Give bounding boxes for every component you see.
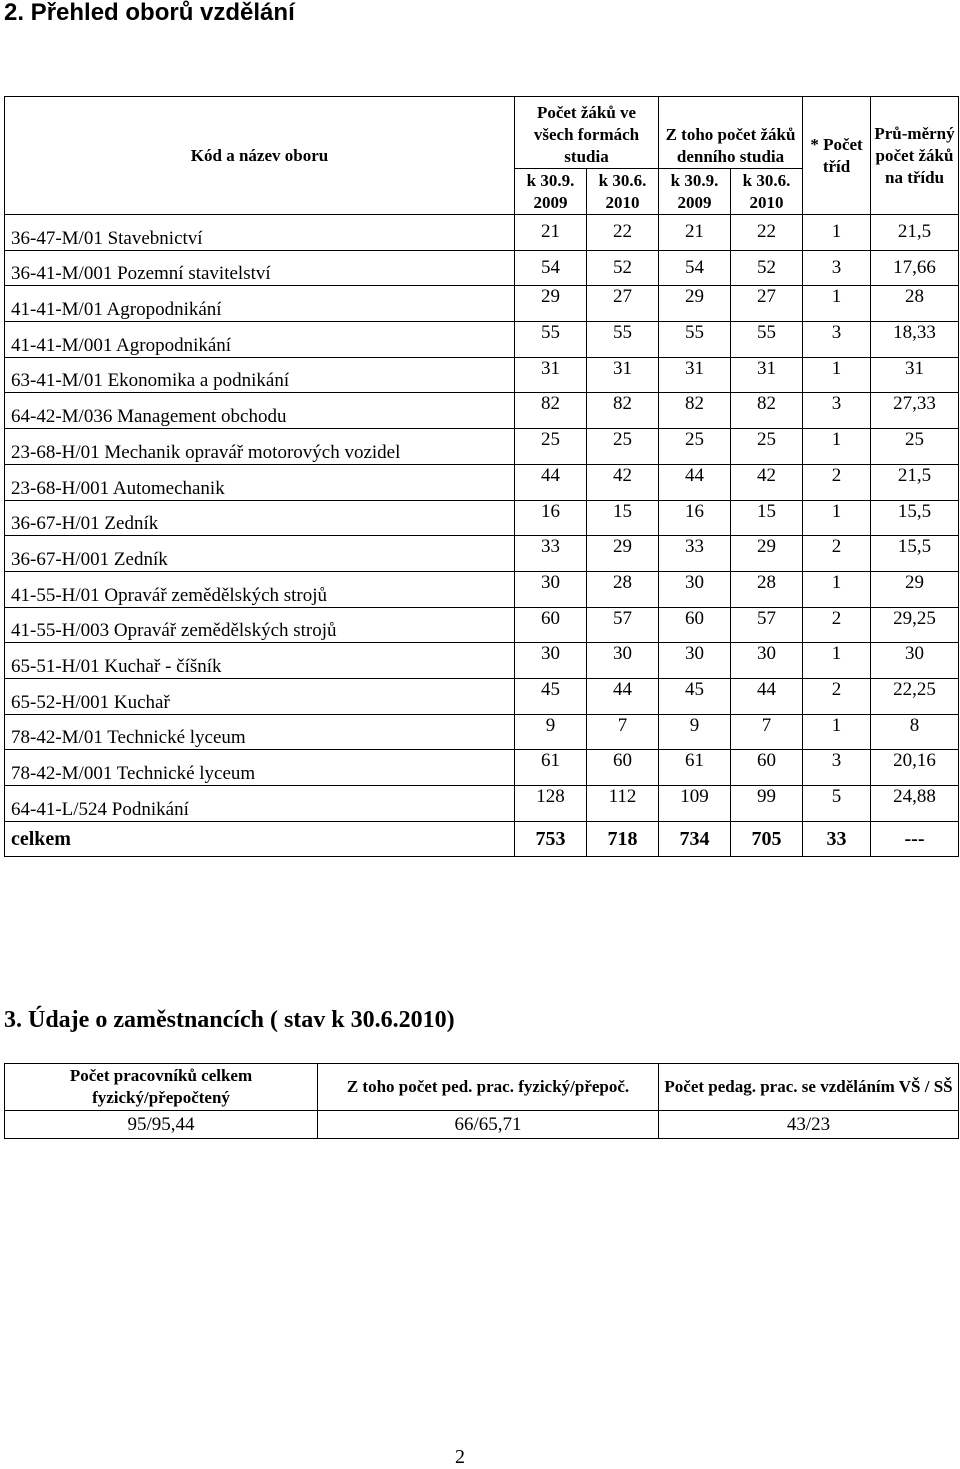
table-row: [5, 536, 959, 572]
table-row: [5, 250, 959, 286]
table-cell: 33: [659, 536, 731, 572]
obor-name: 23-68-H/001 Automechanik: [5, 464, 515, 500]
header-pocet-pracovniku: Počet pracovníků celkem fyzický/přepočtený: [5, 1064, 318, 1111]
table-row: [5, 500, 959, 536]
table-cell: 22: [731, 215, 803, 251]
obor-name: 36-47-M/01 Stavebnictví: [5, 215, 515, 251]
table-cell: 27: [731, 286, 803, 322]
table-cell: 61: [515, 750, 587, 786]
table-cell: 44: [659, 464, 731, 500]
table-cell: 9: [659, 714, 731, 750]
table-cell: 21: [515, 215, 587, 251]
table-cell: 22,25: [871, 678, 959, 714]
table-row: [5, 678, 959, 714]
table-cell: 1: [803, 643, 871, 679]
table-cell: 112: [587, 786, 659, 822]
table-cell: 1: [803, 215, 871, 251]
table-cell: 82: [515, 393, 587, 429]
table-cell: 8: [871, 714, 959, 750]
table-cell: 45: [659, 678, 731, 714]
table-cell: 25: [515, 429, 587, 465]
total-cell: 718: [587, 821, 659, 857]
section-3-title: 3. Údaje o zaměstnancích ( stav k 30.6.2010): [4, 1007, 455, 1033]
table-cell: 5: [803, 786, 871, 822]
table-cell: 21,5: [871, 215, 959, 251]
header-denniho-studia: Z toho počet žáků denního studia: [659, 97, 803, 169]
header-vzdelani: Počet pedag. prac. se vzděláním VŠ / SŠ: [659, 1064, 959, 1111]
table-cell: 22: [587, 215, 659, 251]
table-cell: 128: [515, 786, 587, 822]
obor-name: 41-55-H/003 Opravář zemědělských strojů: [5, 607, 515, 643]
table-cell: 31: [659, 357, 731, 393]
table-cell: 29: [871, 571, 959, 607]
obor-name: 36-67-H/01 Zedník: [5, 500, 515, 536]
obor-name: 41-41-M/001 Agropodnikání: [5, 322, 515, 358]
table-cell: 20,16: [871, 750, 959, 786]
total-cell: ---: [871, 821, 959, 857]
header-prumerny-pocet: Prů-měrný počet žáků na třídu: [871, 97, 959, 215]
table-cell: 60: [515, 607, 587, 643]
table-cell: 55: [731, 322, 803, 358]
obor-name: 36-41-M/001 Pozemní stavitelství: [5, 250, 515, 286]
table-cell: 31: [731, 357, 803, 393]
zamestnanci-table: [4, 1063, 959, 1139]
header-sub-k30-6-2010: k 30.6. 2010: [587, 169, 659, 215]
table-row: [5, 714, 959, 750]
obor-name: 64-42-M/036 Management obchodu: [5, 393, 515, 429]
header-ped-prac: Z toho počet ped. prac. fyzický/přepoč.: [318, 1064, 659, 1111]
table-cell: 28: [587, 571, 659, 607]
table-cell: 3: [803, 250, 871, 286]
table-cell: 82: [731, 393, 803, 429]
table-cell: 25: [587, 429, 659, 465]
header-kod-nazev: Kód a název oboru: [5, 97, 515, 215]
table-cell: 29: [659, 286, 731, 322]
table-cell: 27,33: [871, 393, 959, 429]
table-row: [5, 643, 959, 679]
value-pocet-pracovniku: 95/95,44: [5, 1111, 318, 1139]
table-cell: 42: [587, 464, 659, 500]
table-cell: 2: [803, 678, 871, 714]
table-cell: 1: [803, 429, 871, 465]
table-cell: 27: [587, 286, 659, 322]
header-sub-k30-6-2010-denni: k 30.6. 2010: [731, 169, 803, 215]
table-cell: 3: [803, 393, 871, 429]
table-cell: 3: [803, 750, 871, 786]
table-cell: 25: [731, 429, 803, 465]
obor-name: 65-51-H/01 Kuchař - číšník: [5, 643, 515, 679]
table-cell: 3: [803, 322, 871, 358]
table-cell: 25: [659, 429, 731, 465]
table-row: [5, 571, 959, 607]
table-cell: 1: [803, 500, 871, 536]
table-cell: 28: [871, 286, 959, 322]
total-cell: 734: [659, 821, 731, 857]
table-cell: 44: [731, 678, 803, 714]
table-cell: 21,5: [871, 464, 959, 500]
table-cell: 82: [659, 393, 731, 429]
value-ped-prac: 66/65,71: [318, 1111, 659, 1139]
table-cell: 16: [659, 500, 731, 536]
table-row: [5, 464, 959, 500]
table-cell: 17,66: [871, 250, 959, 286]
table-cell: 28: [731, 571, 803, 607]
table-cell: 18,33: [871, 322, 959, 358]
table-cell: 7: [731, 714, 803, 750]
table-cell: 60: [731, 750, 803, 786]
table-cell: 2: [803, 536, 871, 572]
table-cell: 29: [587, 536, 659, 572]
table-cell: 30: [871, 643, 959, 679]
table-cell: 57: [731, 607, 803, 643]
table-cell: 30: [659, 643, 731, 679]
table-row: [5, 215, 959, 251]
table-cell: 31: [587, 357, 659, 393]
total-row: [5, 821, 959, 857]
table-cell: 30: [659, 571, 731, 607]
table-cell: 99: [731, 786, 803, 822]
total-label: celkem: [5, 821, 515, 857]
table-cell: 30: [587, 643, 659, 679]
table-row: [5, 429, 959, 465]
table-row: [5, 750, 959, 786]
table-cell: 42: [731, 464, 803, 500]
table-cell: 9: [515, 714, 587, 750]
header-vsech-formach: Počet žáků ve všech formách studia: [515, 97, 659, 169]
table-cell: 2: [803, 464, 871, 500]
obor-name: 63-41-M/01 Ekonomika a podnikání: [5, 357, 515, 393]
section-2-title: 2. Přehled oborů vzdělání: [4, 0, 295, 26]
table-cell: 45: [515, 678, 587, 714]
table-cell: 29: [731, 536, 803, 572]
table-cell: 57: [587, 607, 659, 643]
table-cell: 61: [659, 750, 731, 786]
table-cell: 60: [587, 750, 659, 786]
table-cell: 44: [515, 464, 587, 500]
table-row: [5, 393, 959, 429]
table-cell: 30: [515, 643, 587, 679]
table-cell: 109: [659, 786, 731, 822]
table-cell: 15: [587, 500, 659, 536]
total-cell: 753: [515, 821, 587, 857]
table-cell: 55: [659, 322, 731, 358]
obor-name: 41-55-H/01 Opravář zemědělských strojů: [5, 571, 515, 607]
table-row: [5, 786, 959, 822]
obor-name: 41-41-M/01 Agropodnikání: [5, 286, 515, 322]
table-cell: 31: [515, 357, 587, 393]
table-cell: 15: [731, 500, 803, 536]
obor-name: 65-52-H/001 Kuchař: [5, 678, 515, 714]
header-sub-k30-9-2009: k 30.9. 2009: [515, 169, 587, 215]
obor-name: 36-67-H/001 Zedník: [5, 536, 515, 572]
table-cell: 44: [587, 678, 659, 714]
table-cell: 55: [515, 322, 587, 358]
obor-name: 78-42-M/001 Technické lyceum: [5, 750, 515, 786]
table-cell: 82: [587, 393, 659, 429]
table-cell: 55: [587, 322, 659, 358]
table-row: [5, 607, 959, 643]
table-cell: 15,5: [871, 536, 959, 572]
table-cell: 1: [803, 571, 871, 607]
table-cell: 31: [871, 357, 959, 393]
table-cell: 54: [659, 250, 731, 286]
total-cell: 33: [803, 821, 871, 857]
table-cell: 29,25: [871, 607, 959, 643]
table-cell: 24,88: [871, 786, 959, 822]
obor-name: 64-41-L/524 Podnikání: [5, 786, 515, 822]
table-cell: 60: [659, 607, 731, 643]
table-row: [5, 322, 959, 358]
table-cell: 29: [515, 286, 587, 322]
table-cell: 1: [803, 286, 871, 322]
value-vzdelani: 43/23: [659, 1111, 959, 1139]
table-cell: 21: [659, 215, 731, 251]
table-row: [5, 286, 959, 322]
table-cell: 25: [871, 429, 959, 465]
table-cell: 2: [803, 607, 871, 643]
table-cell: 16: [515, 500, 587, 536]
obor-name: 78-42-M/01 Technické lyceum: [5, 714, 515, 750]
obory-table: [4, 96, 959, 857]
table-cell: 7: [587, 714, 659, 750]
table-cell: 15,5: [871, 500, 959, 536]
header-sub-k30-9-2009-denni: k 30.9. 2009: [659, 169, 731, 215]
table-cell: 30: [731, 643, 803, 679]
header-pocet-trid: * Počet tříd: [803, 97, 871, 215]
obor-name: 23-68-H/01 Mechanik opravář motorových vozidel: [5, 429, 515, 465]
table-cell: 52: [587, 250, 659, 286]
table-cell: 30: [515, 571, 587, 607]
table-row: [5, 357, 959, 393]
table-cell: 54: [515, 250, 587, 286]
table-cell: 1: [803, 357, 871, 393]
table-cell: 1: [803, 714, 871, 750]
table-cell: 52: [731, 250, 803, 286]
table-cell: 33: [515, 536, 587, 572]
total-cell: 705: [731, 821, 803, 857]
page-number: 2: [455, 1446, 465, 1468]
